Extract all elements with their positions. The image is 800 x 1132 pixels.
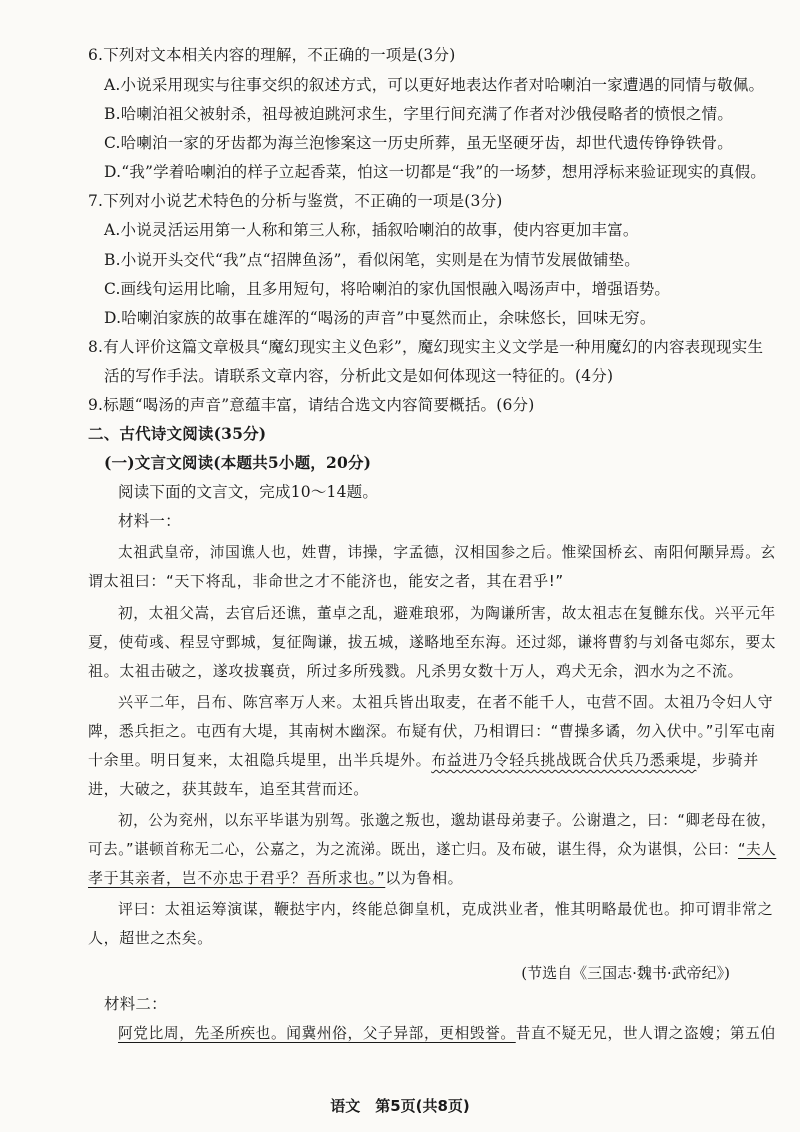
q8-stem-line1: 8.有人评价这篇文章极具“魔幻现实主义色彩”，魔幻现实主义文学是一种用魔幻的内容表现现实生 <box>88 338 764 356</box>
p4-line3 <box>88 868 463 888</box>
page-footer: 语文 第5页(共8页) <box>330 1097 470 1115</box>
q8-stem-line2: 活的写作手法。请联系文章内容，分析此文是如何体现这一特征的。(4分) <box>104 367 614 385</box>
q7-option-d: D.哈喇泊家族的故事在雄浑的“喝汤的声音”中戛然而止，余味悠长，回味无穷。 <box>104 309 656 327</box>
p3-line3 <box>88 750 759 770</box>
p4-line2-text: 可去。”谌顿首称无二心，公嘉之，为之流涕。既出，遂亡归。及布破，谌生得，众为谌惧，公曰： <box>88 840 738 858</box>
q6-option-c: C.哈喇泊一家的牙齿都为海兰泡惨案这一历史所葬，虽无坚硬牙齿，却世代遗传铮铮铁骨。 <box>104 134 733 152</box>
p5-line2: 人，超世之杰矣。 <box>88 929 213 947</box>
p2-line2: 夏，使荀彧、程昱守鄄城，复征陶谦，拔五城，遂略地至东海。还过郯，谦将曹豹与刘备屯郯东，要太 <box>88 633 777 651</box>
p3-line4: 进，大破之，获其鼓车，追至其营而还。 <box>88 780 369 798</box>
p4-line1: 初，公为兖州，以东平毕谌为别驾。张邈之叛也，邈劫谌母弟妻子。公谢遣之，曰：“卿老母在彼， <box>118 811 777 829</box>
q7-option-b: B.小说开头交代“我”点“招牌鱼汤”，看似闲笔，实则是在为情节发展做铺垫。 <box>104 251 640 269</box>
p1-line1: 太祖武皇帝，沛国谯人也，姓曹，讳操，字孟德，汉相国参之后。惟梁国桥玄、南阳何颙异焉。玄 <box>118 543 776 561</box>
q7-option-c: C.画线句运用比喻，且多用短句，将哈喇泊的家仇国恨融入喝汤声中，增强语势。 <box>104 280 671 298</box>
underlined-sentence-3: 阿党比周，先圣所疾也。闻冀州俗，父子异部，更相毁誉。 <box>118 1024 516 1042</box>
material2-label: 材料二： <box>104 995 167 1013</box>
source-citation: (节选自《三国志·魏书·武帝纪》) <box>521 964 730 982</box>
p4-line3-text: 以为鲁相。 <box>385 869 464 887</box>
q6-stem: 6.下列对文本相关内容的理解，不正确的一项是(3分) <box>88 46 456 64</box>
p6-line1 <box>118 1023 776 1043</box>
q9-stem: 9.标题“喝汤的声音”意蕴丰富，请结合选文内容简要概括。(6分) <box>88 396 535 414</box>
q6-option-b: B.哈喇泊祖父被射杀，祖母被迫跳河求生，字里行间充满了作者对沙俄侵略者的愤恨之情。 <box>104 105 734 123</box>
q7-option-a: A.小说灵活运用第一人称和第三人称，插叙哈喇泊的故事，使内容更加丰富。 <box>104 221 639 239</box>
p3-line3-text: 十余里。明日复来，太祖隐兵堤里，出半兵堤外。 <box>88 751 432 769</box>
wavy-underlined-sentence: 布益进乃令轻兵挑战既合伏兵乃悉乘堤 <box>431 751 697 769</box>
q6-option-a: A.小说采用现实与往事交织的叙述方式，可以更好地表达作者对哈喇泊一家遭遇的同情与敬佩。 <box>104 76 765 94</box>
underlined-sentence-start: “夫人 <box>737 840 777 858</box>
q7-stem: 7.下列对小说艺术特色的分析与鉴赏，不正确的一项是(3分) <box>88 192 503 210</box>
p4-line2 <box>88 839 776 859</box>
section2-title: 二、古代诗文阅读(35分) <box>88 424 267 443</box>
material1-label: 材料一： <box>118 512 181 530</box>
p1-line2: 谓太祖曰：“天下将乱，非命世之才不能济也，能安之者，其在君乎!” <box>88 572 564 590</box>
p3-line2: 陴，悉兵拒之。屯西有大堤，其南树木幽深。布疑有伏，乃相谓曰：“曹操多谲，勿入伏中。”引军屯南 <box>88 722 776 740</box>
p6-line1-text: 昔直不疑无兄，世人谓之盗嫂；第五伯 <box>515 1024 776 1042</box>
instruction: 阅读下面的文言文，完成10～14题。 <box>118 483 379 501</box>
p5-line1: 评曰：太祖运筹演谋，鞭挞宇内，终能总御皇机，克成洪业者，惟其明略最优也。抑可谓非常之 <box>118 900 774 918</box>
underlined-sentence-end: 孝于其亲者，岂不亦忠于君乎？吾所求也。” <box>88 869 386 887</box>
p3-line1: 兴平二年，吕布、陈宫率万人来。太祖兵皆出取麦，在者不能千人，屯营不固。太祖乃令妇人守 <box>118 693 774 711</box>
p3-line3-end: ，步骑并 <box>696 751 759 769</box>
subsection-title: (一)文言文阅读(本题共5小题，20分) <box>104 453 372 472</box>
q6-option-d: D.“我”学着哈喇泊的样子立起香菜，怕这一切都是“我”的一场梦，想用浮标来验证现实的真假。 <box>104 163 767 181</box>
p2-line3: 祖。太祖击破之，遂攻拔襄贲，所过多所残戮。凡杀男女数十万人，鸡犬无余，泗水为之不流。 <box>88 662 744 680</box>
p2-line1: 初，太祖父嵩，去官后还谯，董卓之乱，避难琅邪，为陶谦所害，故太祖志在复雠东伐。兴平元年 <box>118 604 776 622</box>
